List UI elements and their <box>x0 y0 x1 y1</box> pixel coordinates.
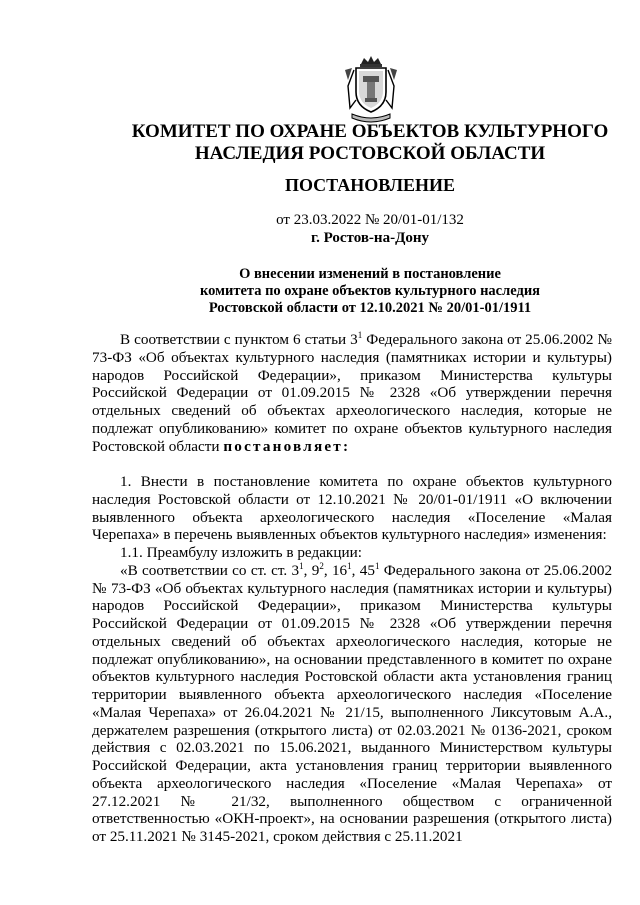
subject-line-2: комитета по охране объектов культурного наследия <box>199 282 541 299</box>
subject-line-3: Ростовской области от 12.10.2021 № 20/01-01/1911 <box>208 299 532 316</box>
quoted-preamble-paragraph: «В соответствии со ст. ст. $3^1$, $9^2$, $16^1$, $45^1$ Федерального закона от 25.06.2002 № 73-ФЗ «Об объектах культурного наследия (памятниках истории и культуры) народов Российской Федерации», приказом Министерства культуры Российской Федерации от 01.09.2015 № 2328 «Об утверждении перечня отдельных сведений об объектах археологического наследия, которые не подлежат опубликованию», на основании представленного в комитет по охране объектов культурного наследия Ростовской области акта установления границ территории выявленного объекта археологического наследия «Поселение «Малая Черепаха» от 26.04.2021 № 21/15, выполненного Ликсутовым А.А., держателем разрешения (открытого листа) от 02.03.2021 № 0136-2021, сроком действия с 02.03.2021 по 15.06.2021, выданного Министерством культуры Российской Федерации, акта установления границ территории выявленного объекта археологического наследия «Поселение «Малая Черепаха» от 27.12.2021 № 21/32, выполненного обществом с ограниченной ответственностью «ОКН-проект», на основании разрешения (открытого листа) от 25.11.2021 № 3145-2021, сроком действия с 25.11.2021 <box>92 560 613 845</box>
document-date-number: от 23.03.2022 № 20/01-01/132 <box>276 212 464 228</box>
point-1-1-paragraph: 1.1. Преамбулу изложить в редакции: <box>120 544 362 561</box>
document-body <box>92 331 612 846</box>
preamble-paragraph: В соответствии с пунктом 6 статьи $3^1$ Федерального закона от 25.06.2002 № 73-ФЗ «Об объектах культурного наследия (памятниках истории и культуры) народов Российской Федерации», приказом Министерства культуры Российской Федерации от 01.09.2015 № 2328 «Об утверждении перечня отдельных сведений об объектах археологического наследия, которые не подлежат опубликованию» комитет по охране объектов культурного наследия Ростовской области постановляет: <box>92 330 613 455</box>
org-line-1: КОМИТЕТ ПО ОХРАНЕ ОБЪЕКТОВ КУЛЬТУРНОГО <box>131 121 609 142</box>
point-1-paragraph: 1. Внести в постановление комитета по охране объектов культурного наследия Ростовской области от 12.10.2021 № 20/01-01/1911 «О включении выявленного объекта археологического наследия «Поселение «Малая Черепаха» в перечень выявленных объектов культурного наследия» изменения: <box>92 473 612 544</box>
decree-word: постановляет: <box>223 437 351 455</box>
document-subject <box>120 266 620 316</box>
document-type: ПОСТАНОВЛЕНИЕ <box>284 175 456 195</box>
coat-of-arms-icon <box>344 56 398 126</box>
organization-name <box>120 121 620 165</box>
org-line-2: НАСЛЕДИЯ РОСТОВСКОЙ ОБЛАСТИ <box>194 143 546 164</box>
subject-line-1: О внесении изменений в постановление <box>239 266 501 282</box>
document-city: г. Ростов-на-Дону <box>310 230 430 246</box>
